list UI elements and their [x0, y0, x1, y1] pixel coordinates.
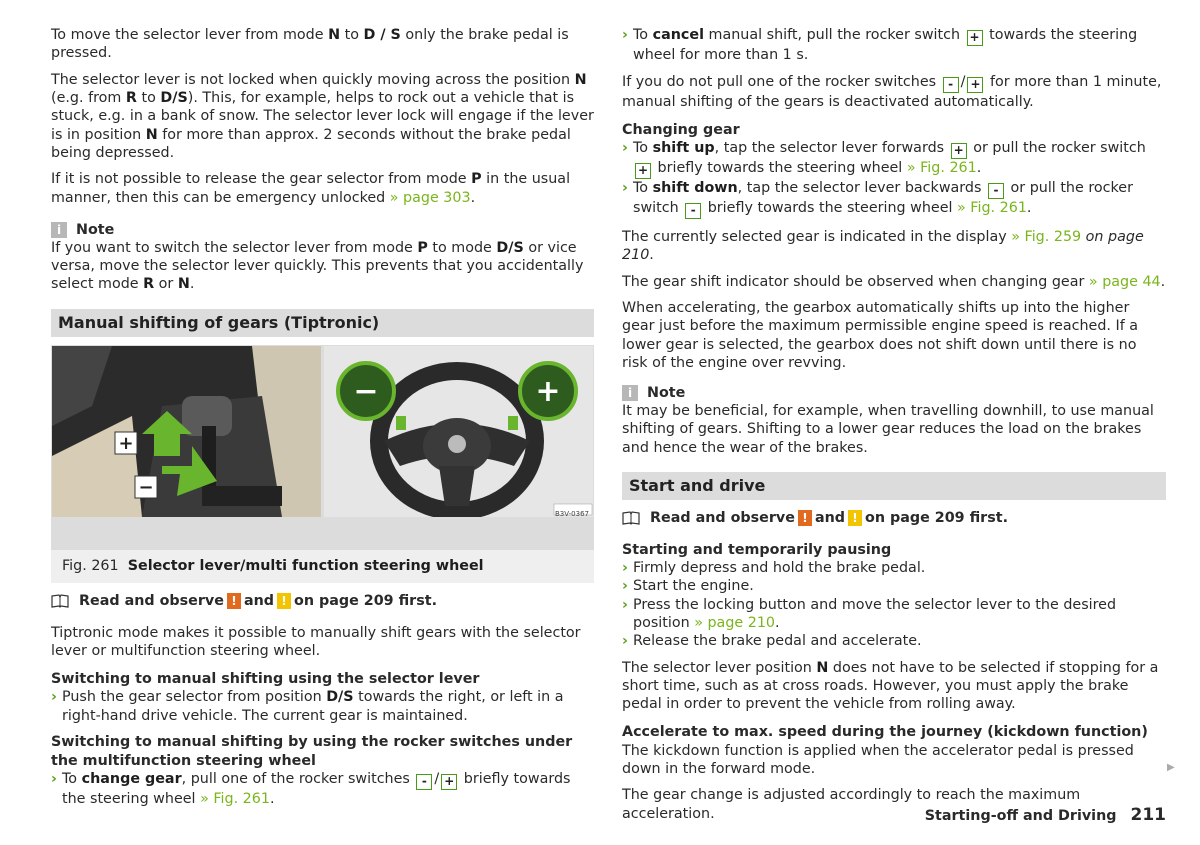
book-icon	[622, 511, 640, 525]
link-fig-259[interactable]: » Fig. 259	[1011, 228, 1082, 245]
paragraph-display: The currently selected gear is indicated in the display » Fig. 259 on page 210.	[622, 228, 1144, 263]
left-column	[51, 26, 594, 808]
link-page-303[interactable]: » page 303	[389, 189, 471, 206]
bullet-chevron-icon: ›	[51, 689, 57, 706]
bullet-chevron-icon: ›	[622, 140, 628, 157]
plus-key-icon: +	[441, 774, 457, 790]
heading-kickdown: Accelerate to max. speed during the journey (kickdown function)	[622, 724, 1148, 741]
warning-red-icon: !	[798, 510, 812, 526]
link-page-44[interactable]: » page 44	[1088, 273, 1161, 290]
note-heading: i Note	[51, 221, 594, 239]
paragraph-gear-change: The gear change is adjusted accordingly to reach the maximum acceleration.	[622, 787, 1081, 822]
bullet-chevron-icon: ›	[622, 633, 628, 650]
paragraph-tiptronic: Tiptronic mode makes it possible to manually shift gears with the selector lever or multifunction steering wheel.	[51, 624, 581, 660]
plus-key-icon: +	[951, 143, 967, 159]
heading-selector-lever: Switching to manual shifting using the selector lever	[51, 671, 480, 688]
continue-arrow-icon: ▶	[1167, 762, 1175, 773]
paragraph-accelerating: When accelerating, the gearbox automatically shifts up into the higher gear just before the maximum permissible engine speed is reached. If a lower gear is selected, the gearbox does not shift down until there is no risk of the engine over revving.	[622, 300, 1139, 371]
read-observe-left: Read and observe ! and ! on page 209 first.	[51, 592, 594, 610]
paragraph-no-pull: If you do not pull one of the rocker switches - / + for more than 1 minute, manual shifting of the gears is deactivated automatically.	[622, 73, 1162, 110]
heading-starting: Starting and temporarily pausing	[622, 542, 892, 559]
paragraph-kickdown: The kickdown function is applied when the accelerator pedal is pressed down in the forward mode.	[622, 742, 1134, 777]
right-column	[622, 26, 1166, 831]
bullet-chevron-icon: ›	[622, 180, 628, 197]
bullet-chevron-icon: ›	[622, 596, 628, 613]
heading-rocker-switches: Switching to manual shifting by using the rocker switches under the multifunction steering wheel	[51, 734, 573, 769]
bullet-brake: › Firmly depress and hold the brake pedal.	[622, 560, 926, 577]
bullet-shift-up: › To shift up, tap the selector lever forwards + or pull the rocker switch + briefly towards the steering wheel » Fig. 261.	[622, 140, 1146, 178]
page-footer	[925, 805, 1166, 825]
selector-lever-illustration	[52, 346, 321, 517]
minus-key-icon: -	[943, 77, 959, 93]
footer-title: Starting-off and Driving	[924, 808, 1117, 824]
bullet-chevron-icon: ›	[51, 770, 57, 787]
page-number: 211	[1130, 805, 1166, 825]
minus-key-icon: -	[685, 203, 701, 219]
warning-red-icon: !	[227, 593, 241, 609]
link-fig-261[interactable]: » Fig. 261	[906, 160, 977, 177]
figure-caption: Fig. 261 Selector lever/multi function steering wheel	[51, 550, 594, 583]
note-heading: i Note	[622, 384, 1166, 402]
bullet-release: › Release the brake pedal and accelerate.	[622, 633, 922, 650]
link-page-210[interactable]: » page 210	[694, 614, 776, 631]
minus-key-icon: -	[988, 183, 1004, 199]
warning-yellow-icon: !	[848, 510, 862, 526]
paragraph-position-n: The selector lever position N does not have to be selected if stopping for a short time, such as at cross roads. However, you must apply the brake pedal in order to prevent the vehicle from rolling away.	[622, 659, 1159, 713]
figure-code: B3V-0367	[555, 509, 589, 518]
bullet-chevron-icon: ›	[622, 578, 628, 595]
paragraph-indicator: The gear shift indicator should be observed when changing gear » page 44.	[622, 273, 1166, 290]
svg-text:+: +	[535, 373, 561, 409]
bullet-cancel: › To cancel manual shift, pull the rocker switch + towards the steering wheel for more than 1 s.	[622, 27, 1138, 63]
svg-text:+: +	[118, 432, 134, 454]
link-fig-261[interactable]: » Fig. 261	[200, 790, 270, 807]
info-icon: i	[622, 385, 638, 401]
book-icon	[51, 594, 69, 608]
plus-key-icon: +	[635, 163, 651, 179]
steering-wheel-illustration	[324, 346, 593, 517]
warning-yellow-icon: !	[277, 593, 291, 609]
plus-key-icon: +	[967, 77, 983, 93]
bullet-change-gear: › To change gear, pull one of the rocker switches - / + briefly towards the steering wheel » Fig. 261.	[51, 770, 571, 807]
info-icon: i	[51, 222, 67, 238]
paragraph-mode-n-ds: To move the selector lever from mode N to D / S only the brake pedal is pressed.	[51, 27, 569, 62]
link-fig-261[interactable]: » Fig. 261	[957, 200, 1027, 217]
paragraph-emergency: If it is not possible to release the gear selector from mode P in the usual manner, then this can be emergency unlocked » page 303.	[51, 171, 571, 206]
section-title-start-drive: Start and drive	[622, 472, 1166, 500]
bullet-start-engine: › Start the engine.	[622, 578, 754, 595]
svg-text:−: −	[353, 373, 379, 409]
bullet-chevron-icon: ›	[622, 560, 628, 577]
bullet-locking-button: › Press the locking button and move the selector lever to the desired position » page 210.	[622, 596, 1117, 631]
bullet-chevron-icon: ›	[622, 27, 628, 43]
svg-text:−: −	[138, 476, 154, 498]
figure-261	[51, 345, 594, 550]
heading-changing-gear: Changing gear	[622, 121, 740, 138]
minus-key-icon: -	[416, 774, 432, 790]
note-text: It may be beneficial, for example, when travelling downhill, to use manual shifting of gears. Shifting to a lower gear reduces the load on the brakes and hence the wear of the brakes.	[622, 403, 1154, 456]
section-title-tiptronic: Manual shifting of gears (Tiptronic)	[51, 309, 594, 337]
plus-key-icon: +	[967, 30, 983, 46]
bullet-push-selector: › Push the gear selector from position D/S towards the right, or left in a right-hand drive vehicle. The current gear is maintained.	[51, 689, 564, 724]
read-observe-right: Read and observe ! and ! on page 209 first.	[622, 509, 1166, 527]
paragraph-lock: The selector lever is not locked when quickly moving across the position N (e.g. from R to D/S). This, for example, helps to rock out a vehicle that is stuck, e.g. in a bank of snow. The selector lever lock will engage if the lever is in position N for more than approx. 2 seconds without the brake pedal being depressed.	[51, 71, 594, 161]
bullet-shift-down: › To shift down, tap the selector lever backwards - or pull the rocker switch - briefly towards the steering wheel » Fig. 261.	[622, 180, 1133, 218]
note-text: If you want to switch the selector lever from mode P to mode D/S or vice versa, move the selector lever quickly. This prevents that you accidentally select mode R or N.	[51, 240, 584, 293]
